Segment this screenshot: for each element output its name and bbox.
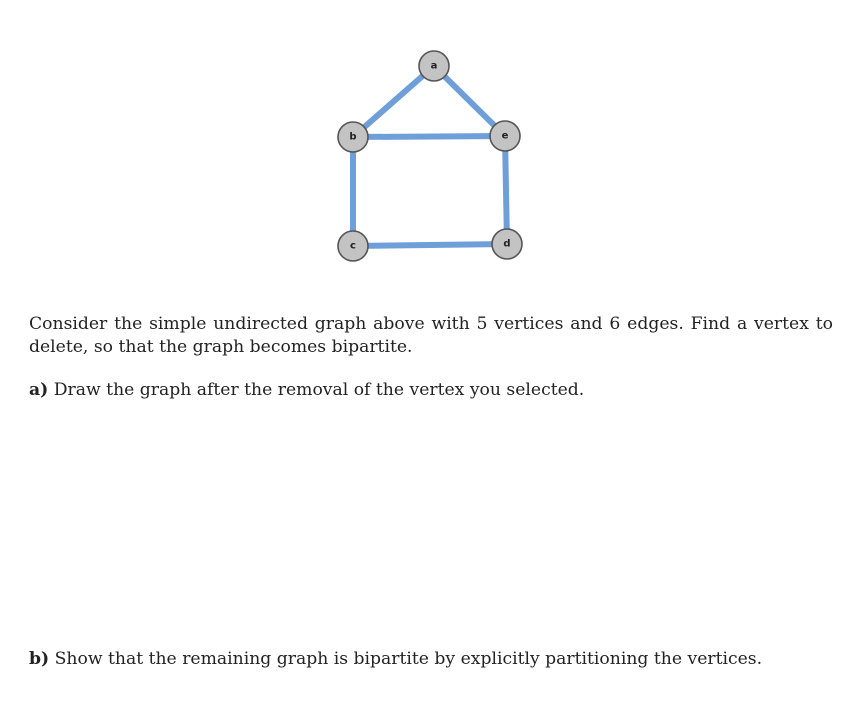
graph-figure xyxy=(0,0,853,300)
vertex-a-label: a xyxy=(430,60,438,72)
vertex-e xyxy=(490,121,520,151)
part-a-label: a) xyxy=(29,380,49,400)
part-b-text: Show that the remaining graph is bipartite by explicitly partitioning the vertices. xyxy=(54,649,763,669)
vertex-e-label: e xyxy=(501,130,509,142)
edge-c-d xyxy=(353,244,507,246)
vertex-b xyxy=(338,122,368,152)
problem-intro: Consider the simple undirected graph above with 5 vertices and 6 edges. Find a vertex to delete, so that the graph becomes bipartite. xyxy=(29,314,833,357)
edge-b-e xyxy=(353,136,505,137)
vertex-c xyxy=(338,231,368,261)
part-b xyxy=(29,648,762,671)
edge-a-b xyxy=(353,66,434,137)
vertex-d-label: d xyxy=(503,238,511,250)
vertex-b-label: b xyxy=(349,131,357,143)
part-a xyxy=(29,379,584,402)
vertex-c-label: c xyxy=(350,240,356,252)
edge-e-d xyxy=(505,136,507,244)
part-a-text: Draw the graph after the removal of the vertex you selected. xyxy=(53,380,585,400)
vertex-d xyxy=(492,229,522,259)
part-b-label: b) xyxy=(29,649,50,669)
vertex-a xyxy=(419,51,449,81)
